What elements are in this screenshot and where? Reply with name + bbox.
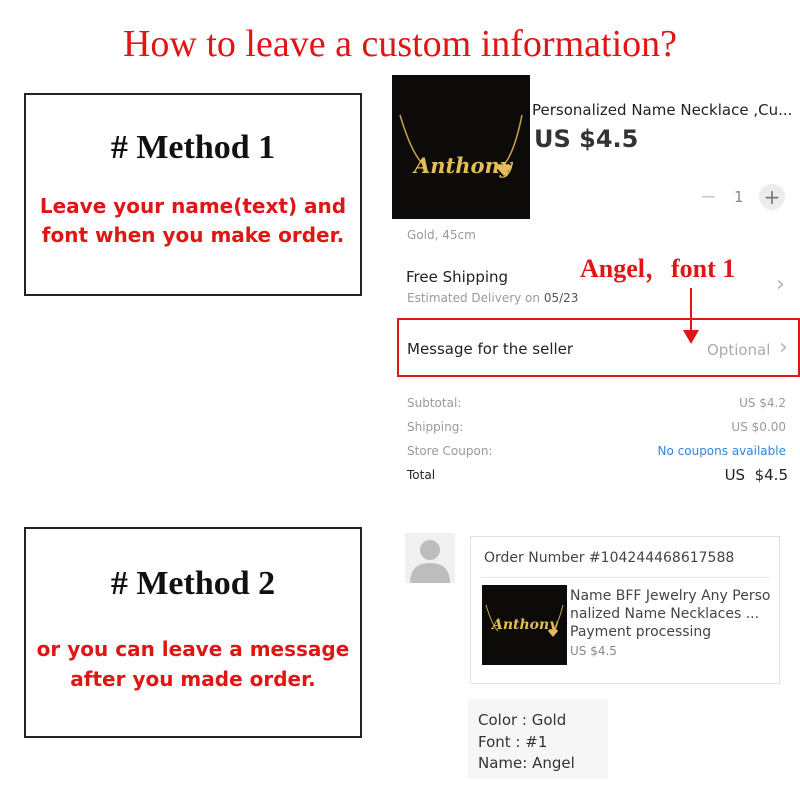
method-1-box: [24, 93, 362, 296]
order-product-title-line1: Name BFF Jewelry Any Perso: [570, 588, 771, 604]
avatar-icon: [405, 533, 455, 583]
shipping-chevron-icon[interactable]: ›: [776, 272, 785, 297]
order-card[interactable]: [470, 536, 780, 684]
subtotal-value: US $4.2: [739, 396, 786, 410]
method-2-title: # Method 2: [110, 565, 276, 602]
order-product-title-line2: nalized Name Necklaces ...: [570, 606, 760, 622]
product-image: [392, 75, 530, 219]
method-2-desc-line2: after you made order.: [70, 667, 316, 691]
order-product-image: [482, 585, 567, 665]
necklace-chain-graphic: [392, 75, 530, 219]
order-status: Payment processing: [570, 624, 712, 640]
shipping-title[interactable]: Free Shipping: [406, 268, 509, 286]
store-coupon-label: Store Coupon:: [407, 444, 493, 458]
quantity-value[interactable]: 1: [734, 188, 744, 206]
shipping-value: US $0.00: [731, 420, 786, 434]
method-1-title: # Method 1: [110, 129, 276, 166]
chat-color-line: Color : Gold: [478, 711, 567, 729]
subtotal-label: Subtotal:: [407, 396, 462, 410]
annotation-text: Angel，font 1: [580, 254, 736, 283]
variant-label: Gold, 45cm: [407, 228, 476, 242]
method-2-box: [24, 527, 362, 738]
message-for-seller-row[interactable]: [397, 318, 800, 377]
method-1-desc-line2: font when you make order.: [41, 223, 345, 247]
store-coupon-link[interactable]: No coupons available: [657, 444, 786, 458]
method-1-desc-line1: Leave your name(text) and: [39, 194, 347, 218]
message-for-seller-input[interactable]: Optional: [707, 341, 771, 359]
total-value: US $4.5: [724, 466, 788, 484]
total-label: Total: [407, 468, 436, 482]
chat-font-line: Font : #1: [478, 733, 548, 751]
card-divider: [481, 577, 769, 578]
delivery-prefix: Estimated Delivery on: [407, 291, 544, 305]
necklace-name-text: Anthony: [414, 153, 513, 178]
product-price: US $4.5: [534, 125, 639, 153]
quantity-decrease-button[interactable]: −: [700, 184, 717, 208]
delivery-date: 05/23: [543, 291, 579, 305]
delivery-estimate: [407, 291, 578, 305]
chat-message-bubble: [468, 699, 608, 779]
order-price: US $4.5: [570, 644, 617, 658]
quantity-increase-button[interactable]: +: [759, 184, 785, 210]
order-necklace-name-text: Anthony: [492, 617, 558, 633]
message-chevron-icon[interactable]: ›: [779, 335, 788, 360]
shipping-label: Shipping:: [407, 420, 464, 434]
chat-name-line: Name: Angel: [478, 754, 575, 772]
message-for-seller-label: Message for the seller: [407, 340, 574, 358]
method-2-desc-line1: or you can leave a message: [36, 637, 350, 661]
product-title[interactable]: Personalized Name Necklace ,Cu...: [532, 101, 793, 119]
order-number: Order Number #104244468617588: [484, 550, 735, 566]
page-title: How to leave a custom information?: [122, 23, 677, 65]
